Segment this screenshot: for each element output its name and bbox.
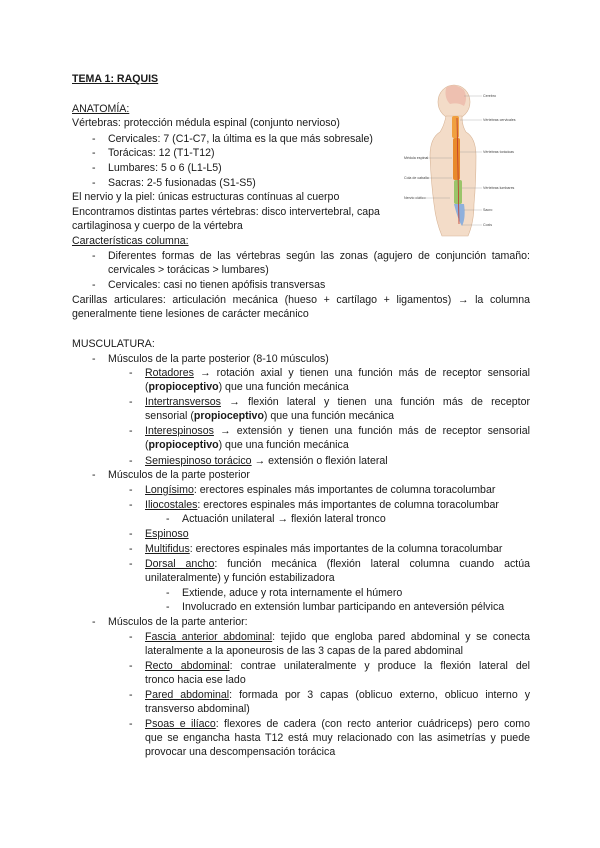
carillas-line-2: generalmente tiene lesiones de carácter mecánico [72, 308, 309, 320]
interespinosos-line-1: Interespinosos → extensión y tienen una función más de receptor sensorial [145, 425, 530, 437]
dorsal-sub-item: Extiende, aduce y rota internamente el húmero [182, 587, 403, 599]
longisimo-line: Longísimo: erectores espinales más importantes de columna toracolumbar [145, 484, 496, 496]
bullet-dash: - [92, 162, 96, 174]
recto-line-1: Recto abdominal: contrae unilateralmente y produce la flexión lateral del [145, 660, 530, 672]
bullet-dash: - [129, 631, 133, 643]
bullet-dash: - [129, 484, 133, 496]
bullet-dash: - [129, 718, 133, 730]
rotadores-line-1: Rotadores → rotación axial y tienen una función más de receptor sensorial [145, 367, 530, 379]
bullet-dash: - [92, 469, 96, 481]
bullet-dash: - [92, 133, 96, 145]
carillas-line-1: Carillas articulares: articulación mecánica (hueso + cartílago + ligamentos) → la columna [72, 294, 530, 306]
bullet-dash: - [166, 587, 170, 599]
psoas-line-1: Psoas e ilíaco: flexores de cadera (con recto anterior cuádriceps) pero como [145, 718, 531, 730]
vertebras-intro: Vértebras: protección médula espinal (conjunto nervioso) [72, 117, 340, 129]
posterior-1-heading: Músculos de la parte posterior (8-10 músculos) [108, 353, 329, 365]
dorsal-sub-item: Involucrado en extensión lumbar participando en anteversión pélvica [182, 601, 505, 613]
label-sacro: Sacro [483, 208, 493, 212]
label-lumbares: Vértebras lumbares [483, 186, 515, 190]
partes-line-1: Encontramos distintas partes vértebras: disco intervertebral, capa [72, 206, 380, 218]
anterior-heading: Músculos de la parte anterior: [108, 616, 248, 628]
fascia-line-1: Fascia anterior abdominal: tejido que engloba pared abdominal y se conecta [145, 631, 531, 643]
list-item: Diferentes formas de las vértebras según las zonas (agujero de conjunción tamaño: [108, 250, 530, 262]
musculatura-heading: MUSCULATURA: [72, 338, 155, 350]
bullet-dash: - [92, 353, 96, 365]
multifidus-line: Multifidus: erectores espinales más importantes de la columna toracolumbar [145, 543, 503, 555]
interespinosos-line-2: (propioceptivo) que una función mecánica [145, 439, 349, 451]
caracteristicas-heading: Características columna: [72, 235, 189, 247]
spine-illustration [402, 82, 530, 242]
label-coxis: Coxis [483, 223, 492, 227]
bullet-dash: - [129, 425, 133, 437]
bullet-dash: - [92, 279, 96, 291]
espinoso-line: Espinoso [145, 528, 189, 540]
nervio-line: El nervio y la piel: únicas estructuras contínuas al cuerpo [72, 191, 340, 203]
bullet-dash: - [166, 513, 170, 525]
bullet-dash: - [129, 558, 133, 570]
label-medula: Médula espinal [404, 156, 429, 160]
iliocostales-sub: Actuación unilateral → flexión lateral tronco [182, 513, 386, 525]
list-item: Cervicales: 7 (C1-C7, la última es la que más sobresale) [108, 133, 373, 145]
pared-line-2: transverso abdominal) [145, 703, 250, 715]
label-ciatico: Nervio ciático [404, 196, 426, 200]
label-toracicas: Vértebras torácicas [483, 150, 514, 154]
rotadores-line-2: (propioceptivo) que una función mecánica [145, 381, 349, 393]
fascia-line-2: lateralmente a la aponeurosis de las 3 capas de la pared abdominal [145, 645, 464, 657]
pared-line-1: Pared abdominal: formada por 3 capas (oblicuo externo, oblicuo interno y [145, 689, 530, 701]
semiespinoso-line: Semiespinoso torácico → extensión o flexión lateral [145, 455, 388, 467]
bullet-dash: - [129, 499, 133, 511]
bullet-dash: - [92, 177, 96, 189]
iliocostales-line: Iliocostales: erectores espinales más importantes de columna toracolumbar [145, 499, 499, 511]
list-item-cont: cervicales > torácicas > lumbares) [108, 264, 269, 276]
list-item: Sacras: 2-5 fusionadas (S1-S5) [108, 177, 256, 189]
psoas-line-2: que se engancha hasta T12 está muy relacionado con las asimetrías y puede [145, 732, 530, 744]
list-item: Lumbares: 5 o 6 (L1-L5) [108, 162, 222, 174]
bullet-dash: - [129, 455, 133, 467]
bullet-dash: - [129, 528, 133, 540]
bullet-dash: - [129, 367, 133, 379]
recto-line-2: tronco hacia ese lado [145, 674, 246, 686]
psoas-line-3: provocar una descompensación torácica [145, 746, 336, 758]
list-item: Torácicas: 12 (T1-T12) [108, 147, 215, 159]
posterior-2-heading: Músculos de la parte posterior [108, 469, 250, 481]
label-cerebro: Cerebro [483, 94, 496, 98]
bullet-dash: - [129, 396, 133, 408]
dorsal-line-2: unilateralmente) y función estabilizadora [145, 572, 335, 584]
bullet-dash: - [129, 689, 133, 701]
bullet-dash: - [166, 601, 170, 613]
anatomia-heading: ANATOMÍA: [72, 103, 130, 115]
label-cervicales: Vértebras cervicales [483, 118, 516, 122]
page-title: TEMA 1: RAQUIS [72, 73, 159, 85]
bullet-dash: - [92, 147, 96, 159]
bullet-dash: - [129, 660, 133, 672]
list-item: Cervicales: casi no tienen apófisis transversas [108, 279, 326, 291]
intertransversos-line-1: Intertransversos → flexión lateral y tienen una función más de receptor [145, 396, 530, 408]
bullet-dash: - [92, 250, 96, 262]
partes-line-2: cartilaginosa y cuerpo de la vértebra [72, 220, 243, 232]
bullet-dash: - [129, 543, 133, 555]
dorsal-line-1: Dorsal ancho: función mecánica (flexión lateral columna cuando actúa [145, 558, 531, 570]
bullet-dash: - [92, 616, 96, 628]
label-cola: Cola de caballo [404, 176, 429, 180]
intertransversos-line-2: sensorial (propioceptivo) que una función mecánica [145, 410, 395, 422]
